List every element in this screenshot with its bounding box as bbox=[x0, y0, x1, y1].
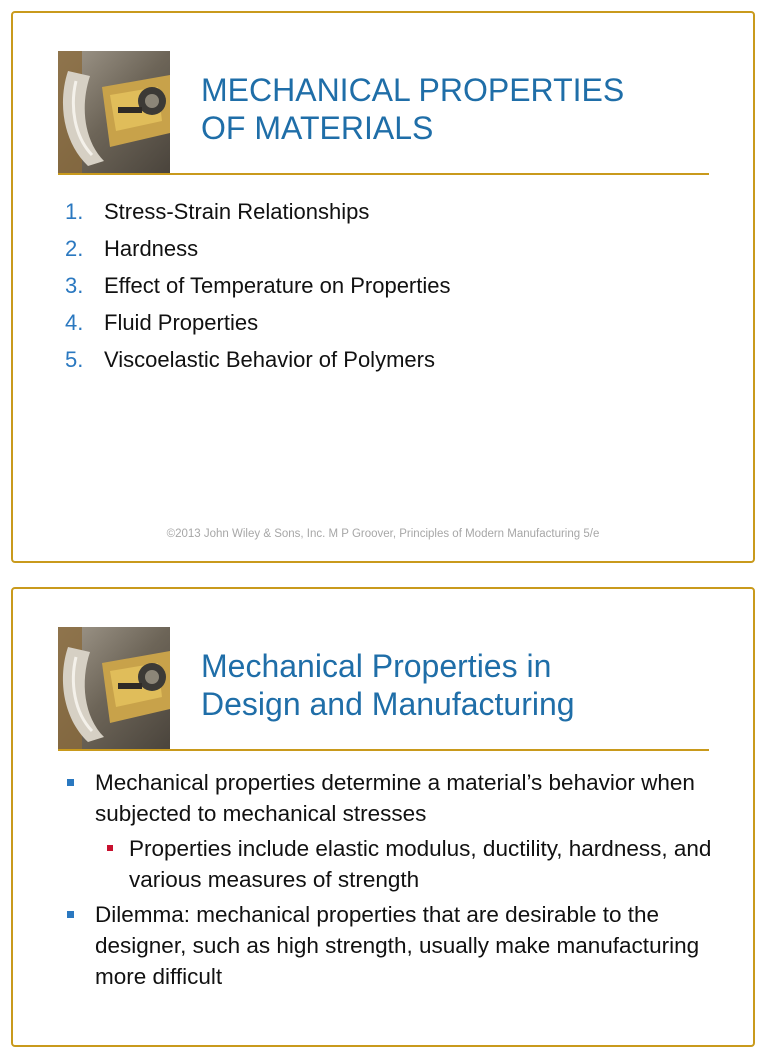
list-text: Hardness bbox=[104, 236, 199, 261]
bullet-list bbox=[63, 767, 723, 996]
title-divider bbox=[58, 173, 709, 175]
list-item bbox=[65, 230, 451, 267]
list-number: 1. bbox=[65, 199, 84, 224]
list-number: 2. bbox=[65, 236, 84, 261]
bullet-square-icon bbox=[67, 911, 74, 918]
list-item bbox=[65, 193, 451, 230]
list-item bbox=[65, 267, 451, 304]
slide-2-title bbox=[201, 647, 741, 723]
slide-1 bbox=[11, 11, 755, 563]
bullet-square-icon bbox=[67, 779, 74, 786]
title-line: MECHANICAL PROPERTIES bbox=[201, 72, 625, 108]
list-item bbox=[65, 341, 451, 378]
slide-1-title bbox=[201, 71, 741, 147]
sub-bullet-item bbox=[95, 833, 723, 895]
slide-2 bbox=[11, 587, 755, 1047]
topic-list bbox=[65, 193, 451, 378]
bullet-item bbox=[63, 767, 723, 895]
copyright-footer: ©2013 John Wiley & Sons, Inc. M P Groover, Principles of Modern Manufacturing 5/e bbox=[166, 528, 600, 540]
title-line: Design and Manufacturing bbox=[201, 686, 575, 722]
list-text: Stress-Strain Relationships bbox=[104, 199, 370, 224]
sub-bullet-list bbox=[95, 833, 723, 895]
list-text: Viscoelastic Behavior of Polymers bbox=[104, 347, 435, 372]
list-text: Fluid Properties bbox=[104, 310, 259, 335]
machining-tool-photo bbox=[58, 627, 170, 749]
list-number: 4. bbox=[65, 310, 84, 335]
bullet-text: Mechanical properties determine a material’s behavior when subjected to mechanical stresses bbox=[95, 770, 695, 826]
list-number: 3. bbox=[65, 273, 84, 298]
title-line: OF MATERIALS bbox=[201, 110, 434, 146]
bullet-item bbox=[63, 899, 723, 992]
list-item bbox=[65, 304, 451, 341]
sub-bullet-text: Properties include elastic modulus, ductility, hardness, and various measures of strength bbox=[129, 836, 712, 892]
title-line: Mechanical Properties in bbox=[201, 648, 552, 684]
sub-bullet-square-icon bbox=[107, 845, 113, 851]
bullet-text: Dilemma: mechanical properties that are desirable to the designer, such as high strength, usually make manufacturing more difficult bbox=[95, 902, 700, 989]
title-divider bbox=[58, 749, 709, 751]
list-number: 5. bbox=[65, 347, 84, 372]
list-text: Effect of Temperature on Properties bbox=[104, 273, 451, 298]
machining-tool-photo bbox=[58, 51, 170, 173]
